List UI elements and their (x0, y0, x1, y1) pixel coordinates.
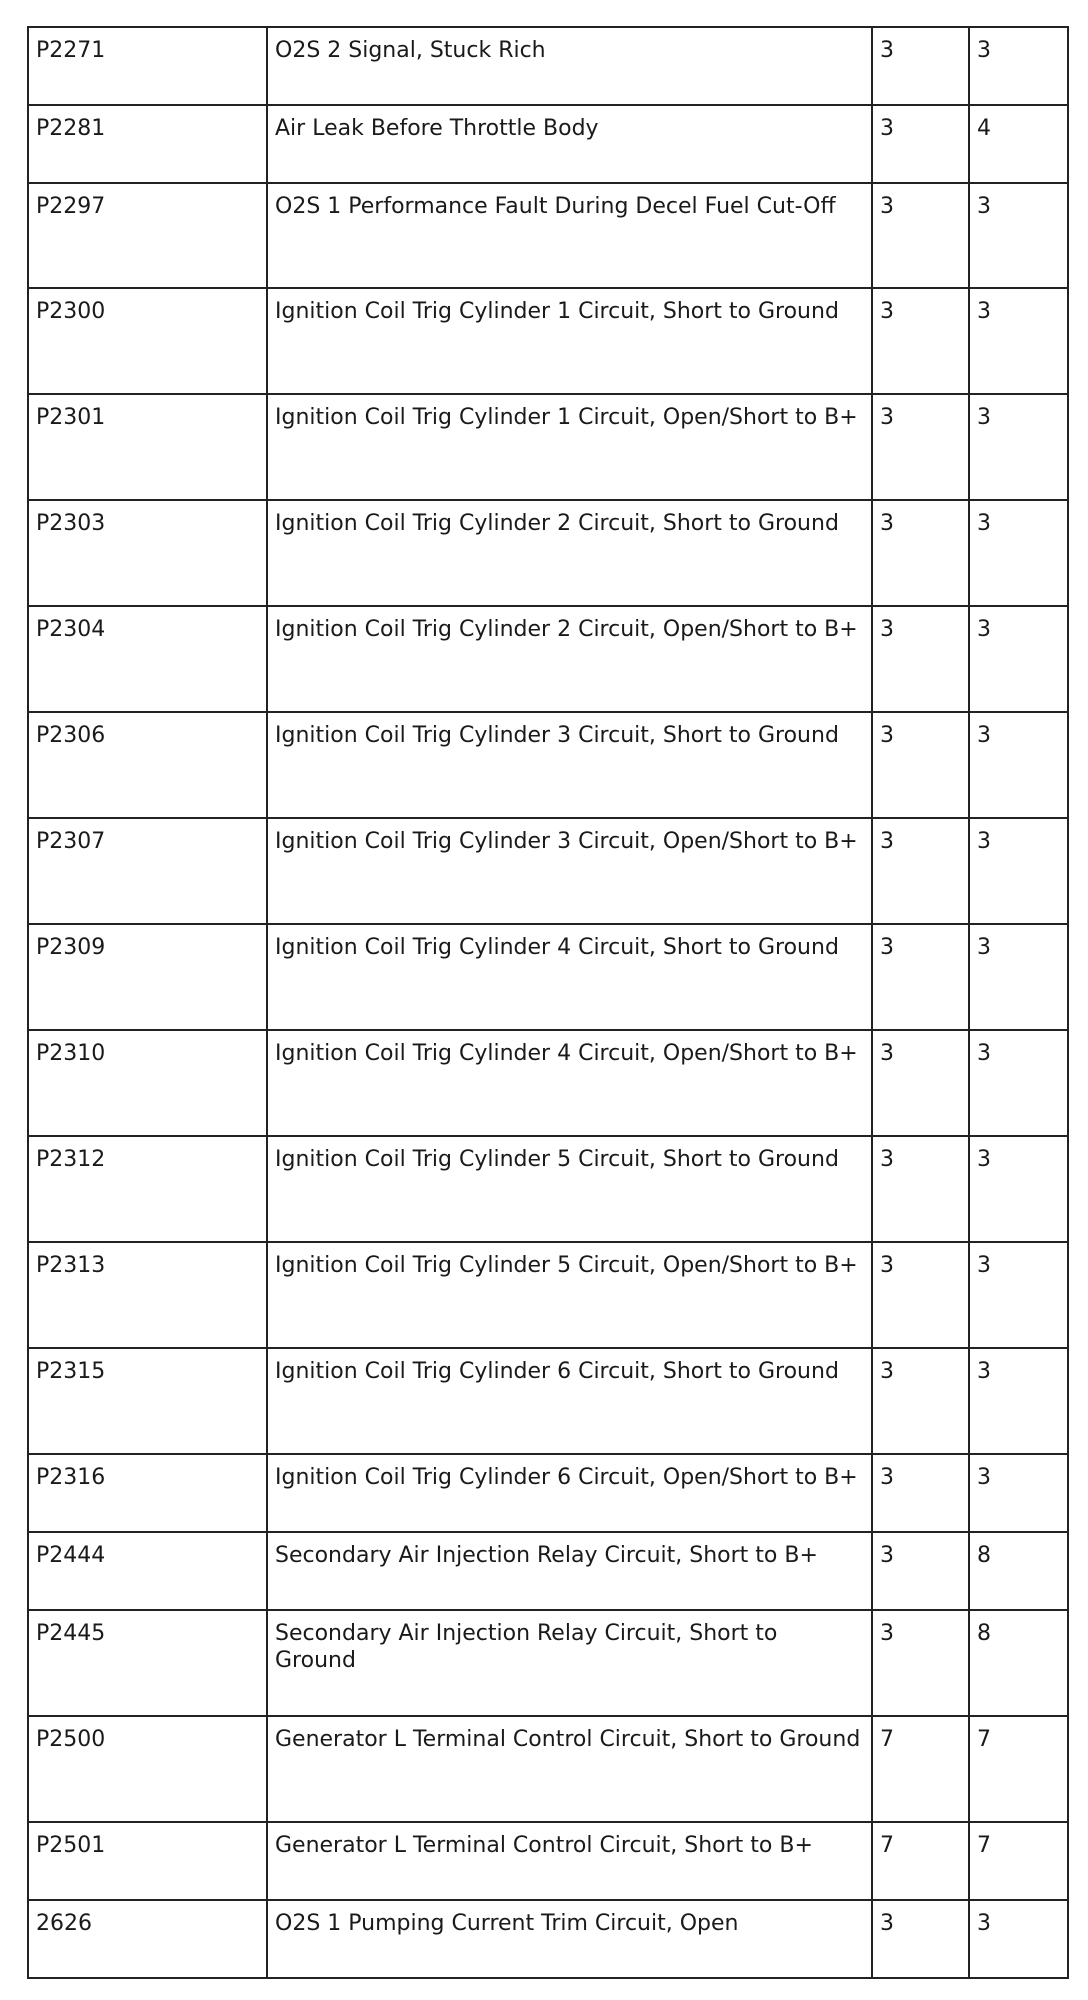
dtc-col4-cell: 3 (969, 500, 1068, 606)
dtc-col4-cell: 3 (969, 1900, 1068, 1978)
table-row (28, 183, 1068, 288)
table-row (28, 1030, 1068, 1136)
dtc-code-cell: P2303 (28, 500, 267, 606)
dtc-code-cell: P2310 (28, 1030, 267, 1136)
dtc-description-cell: Ignition Coil Trig Cylinder 2 Circuit, Short to Ground (267, 500, 872, 606)
dtc-description-cell: Generator L Terminal Control Circuit, Short to Ground (267, 1716, 872, 1822)
table-row (28, 1900, 1068, 1978)
table-row (28, 606, 1068, 712)
dtc-code-cell: P2313 (28, 1242, 267, 1348)
dtc-description-cell: Ignition Coil Trig Cylinder 6 Circuit, Open/Short to B+ (267, 1454, 872, 1532)
table-row (28, 1610, 1068, 1716)
dtc-col3-cell: 3 (872, 288, 969, 394)
dtc-col3-cell: 3 (872, 1030, 969, 1136)
dtc-code-cell: P2309 (28, 924, 267, 1030)
dtc-code-cell: P2312 (28, 1136, 267, 1242)
dtc-col4-cell: 3 (969, 1454, 1068, 1532)
dtc-description-cell: Air Leak Before Throttle Body (267, 105, 872, 183)
dtc-code-cell: P2444 (28, 1532, 267, 1610)
dtc-col4-cell: 3 (969, 1242, 1068, 1348)
dtc-col3-cell: 3 (872, 924, 969, 1030)
table-row (28, 394, 1068, 500)
dtc-col4-cell: 3 (969, 183, 1068, 288)
table-row (28, 712, 1068, 818)
dtc-code-cell: P2306 (28, 712, 267, 818)
dtc-description-cell: Ignition Coil Trig Cylinder 4 Circuit, Open/Short to B+ (267, 1030, 872, 1136)
dtc-col3-cell: 3 (872, 1900, 969, 1978)
dtc-description-cell: Ignition Coil Trig Cylinder 1 Circuit, Open/Short to B+ (267, 394, 872, 500)
dtc-table-body (28, 27, 1068, 1978)
dtc-col4-cell: 3 (969, 818, 1068, 924)
dtc-table (27, 26, 1069, 1979)
dtc-description-cell: Ignition Coil Trig Cylinder 3 Circuit, Open/Short to B+ (267, 818, 872, 924)
dtc-description-cell: O2S 1 Performance Fault During Decel Fuel Cut-Off (267, 183, 872, 288)
dtc-col3-cell: 3 (872, 606, 969, 712)
dtc-col3-cell: 7 (872, 1716, 969, 1822)
table-row (28, 1532, 1068, 1610)
dtc-col3-cell: 3 (872, 1242, 969, 1348)
dtc-col4-cell: 7 (969, 1822, 1068, 1900)
dtc-description-cell: Secondary Air Injection Relay Circuit, Short to Ground (267, 1610, 872, 1716)
dtc-description-cell: O2S 1 Pumping Current Trim Circuit, Open (267, 1900, 872, 1978)
table-row (28, 288, 1068, 394)
dtc-col3-cell: 3 (872, 394, 969, 500)
dtc-col3-cell: 3 (872, 712, 969, 818)
table-row (28, 27, 1068, 105)
dtc-col4-cell: 3 (969, 606, 1068, 712)
dtc-code-cell: P2307 (28, 818, 267, 924)
dtc-col3-cell: 7 (872, 1822, 969, 1900)
dtc-code-cell: P2304 (28, 606, 267, 712)
dtc-col4-cell: 8 (969, 1610, 1068, 1716)
dtc-col3-cell: 3 (872, 183, 969, 288)
dtc-code-cell: P2301 (28, 394, 267, 500)
dtc-code-cell: 2626 (28, 1900, 267, 1978)
dtc-code-cell: P2500 (28, 1716, 267, 1822)
table-row (28, 1822, 1068, 1900)
dtc-description-cell: Ignition Coil Trig Cylinder 4 Circuit, Short to Ground (267, 924, 872, 1030)
dtc-col3-cell: 3 (872, 1454, 969, 1532)
dtc-col3-cell: 3 (872, 818, 969, 924)
dtc-code-cell: P2281 (28, 105, 267, 183)
dtc-description-cell: Ignition Coil Trig Cylinder 1 Circuit, Short to Ground (267, 288, 872, 394)
dtc-col4-cell: 3 (969, 27, 1068, 105)
dtc-col4-cell: 8 (969, 1532, 1068, 1610)
table-row (28, 1136, 1068, 1242)
table-row (28, 1242, 1068, 1348)
dtc-col3-cell: 3 (872, 1532, 969, 1610)
dtc-col3-cell: 3 (872, 1136, 969, 1242)
dtc-code-cell: P2316 (28, 1454, 267, 1532)
dtc-code-cell: P2315 (28, 1348, 267, 1454)
dtc-description-cell: Ignition Coil Trig Cylinder 5 Circuit, Open/Short to B+ (267, 1242, 872, 1348)
dtc-code-cell: P2445 (28, 1610, 267, 1716)
dtc-col4-cell: 3 (969, 1030, 1068, 1136)
dtc-col4-cell: 3 (969, 288, 1068, 394)
dtc-col3-cell: 3 (872, 500, 969, 606)
table-row (28, 1454, 1068, 1532)
dtc-col3-cell: 3 (872, 27, 969, 105)
dtc-col4-cell: 3 (969, 712, 1068, 818)
table-row (28, 924, 1068, 1030)
table-row (28, 1348, 1068, 1454)
table-row (28, 500, 1068, 606)
dtc-description-cell: Ignition Coil Trig Cylinder 6 Circuit, Short to Ground (267, 1348, 872, 1454)
dtc-code-cell: P2271 (28, 27, 267, 105)
dtc-code-cell: P2297 (28, 183, 267, 288)
dtc-col4-cell: 3 (969, 1136, 1068, 1242)
dtc-description-cell: Generator L Terminal Control Circuit, Short to B+ (267, 1822, 872, 1900)
dtc-col3-cell: 3 (872, 1610, 969, 1716)
dtc-description-cell: Ignition Coil Trig Cylinder 2 Circuit, Open/Short to B+ (267, 606, 872, 712)
dtc-description-cell: Ignition Coil Trig Cylinder 3 Circuit, Short to Ground (267, 712, 872, 818)
table-row (28, 818, 1068, 924)
dtc-description-cell: Ignition Coil Trig Cylinder 5 Circuit, Short to Ground (267, 1136, 872, 1242)
dtc-code-cell: P2300 (28, 288, 267, 394)
dtc-description-cell: O2S 2 Signal, Stuck Rich (267, 27, 872, 105)
dtc-col3-cell: 3 (872, 105, 969, 183)
table-row (28, 105, 1068, 183)
dtc-col4-cell: 7 (969, 1716, 1068, 1822)
dtc-code-cell: P2501 (28, 1822, 267, 1900)
dtc-col4-cell: 3 (969, 1348, 1068, 1454)
dtc-col4-cell: 3 (969, 394, 1068, 500)
dtc-col3-cell: 3 (872, 1348, 969, 1454)
dtc-col4-cell: 3 (969, 924, 1068, 1030)
dtc-description-cell: Secondary Air Injection Relay Circuit, Short to B+ (267, 1532, 872, 1610)
dtc-col4-cell: 4 (969, 105, 1068, 183)
table-row (28, 1716, 1068, 1822)
